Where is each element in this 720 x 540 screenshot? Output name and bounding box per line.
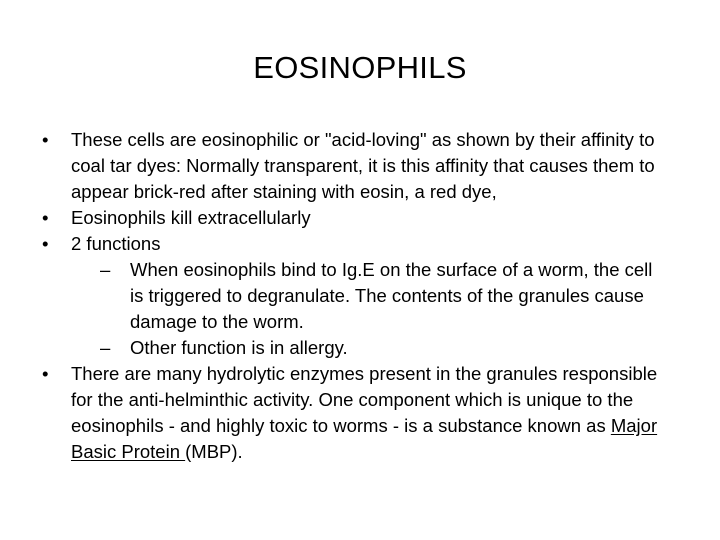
bullet-marker: • — [42, 233, 49, 254]
sub-item-text: Other function is in allergy. — [130, 337, 348, 358]
sub-item-allergy — [0, 335, 670, 361]
bullet-text — [71, 363, 657, 462]
bullet-marker: • — [42, 129, 49, 150]
dash-marker: – — [100, 337, 111, 358]
bullet-item-functions — [0, 231, 681, 257]
slide-title: EOSINOPHILS — [253, 50, 467, 85]
dash-marker: – — [100, 259, 111, 280]
sub-item-degranulate — [0, 257, 670, 335]
bullet-text-part: There are many hydrolytic enzymes present in the granules responsible for the anti-helminthic activity. One component which is unique to the eosinophils - and highly toxic to worms - is a substance known as — [71, 363, 658, 436]
bullet-item-eosinophilic — [0, 127, 681, 205]
sub-item-text: When eosinophils bind to Ig.E on the surface of a worm, the cell is triggered to degranulate. The contents of the granules cause damage to the worm. — [130, 259, 653, 332]
bullet-text: 2 functions — [71, 233, 161, 254]
underlined-term-mbp: Major Basic Protein — [71, 415, 658, 462]
bullet-list — [0, 127, 720, 465]
bullet-text: Eosinophils kill extracellularly — [71, 207, 311, 228]
bullet-marker: • — [42, 363, 49, 384]
bullet-marker: • — [42, 207, 49, 228]
bullet-text: These cells are eosinophilic or "acid-loving" as shown by their affinity to coal tar dyes: Normally transparent, it is this affinity that causes them to appear brick-red after staining with eosin, a red dye, — [71, 129, 655, 202]
bullet-item-kill — [0, 205, 681, 231]
bullet-item-enzymes — [0, 361, 681, 465]
bullet-text-part: (MBP). — [185, 441, 243, 462]
